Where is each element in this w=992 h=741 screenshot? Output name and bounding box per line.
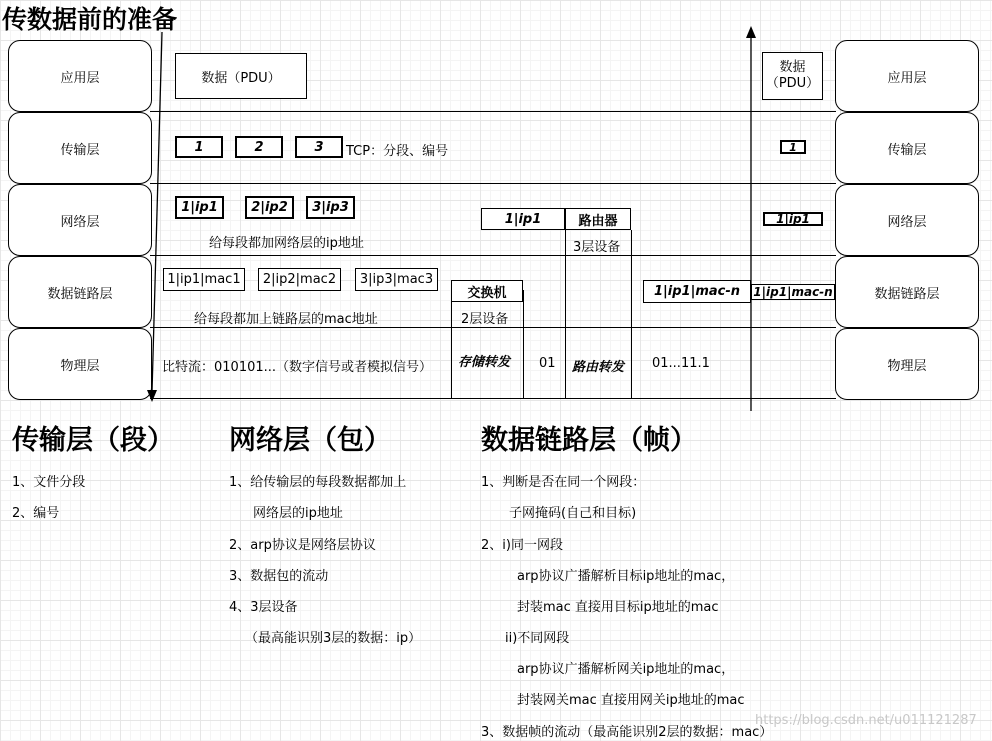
switch-path-line xyxy=(451,302,452,398)
bits-text-2: 01 xyxy=(539,356,556,371)
datalink-item: arp协议广播解析网关ip地址的mac， xyxy=(517,662,735,677)
network-item: 4、3层设备 xyxy=(229,600,298,615)
segment-3 xyxy=(295,136,343,158)
layer-label: 传输层 xyxy=(887,142,927,158)
transport-heading: 传输层（段） xyxy=(12,425,174,456)
watermark: https://blog.csdn.net/u011121287 xyxy=(755,713,977,728)
packet-label: 1|ip1 xyxy=(181,200,218,215)
layer-label: 应用层 xyxy=(887,70,927,86)
up-arrow-head xyxy=(746,26,756,38)
segment-1 xyxy=(175,136,223,158)
network-item: 2、arp协议是网络层协议 xyxy=(229,538,376,553)
datalink-item: 3、数据帧的流动（最高能识别2层的数据：mac） xyxy=(481,725,773,740)
datalink-item: 封装mac 直接用目标ip地址的mac xyxy=(517,600,719,615)
page-title: 传数据前的准备 xyxy=(2,5,178,34)
layer-label: 网络层 xyxy=(60,214,100,230)
frame-label: 1|ip1|mac1 xyxy=(167,272,241,287)
frame-2 xyxy=(258,268,341,291)
pdu-right-line2: （PDU） xyxy=(765,76,820,91)
network-item: 网络层的ip地址 xyxy=(253,506,343,521)
segment-2 xyxy=(235,136,283,158)
bits-text-3: 01...11.1 xyxy=(652,356,710,371)
router-label: 路由器 xyxy=(578,213,618,229)
network-item: 3、数据包的流动 xyxy=(229,569,329,584)
frame-n-right-label: 1|ip1|mac-n xyxy=(753,285,833,299)
packet-right xyxy=(763,212,823,226)
switch-note: 2层设备 xyxy=(461,312,509,327)
frame-label: 2|ip2|mac2 xyxy=(262,272,337,287)
frame-1 xyxy=(163,268,245,291)
network-note: 给每段都加网络层的ip地址 xyxy=(209,236,364,251)
down-arrow-line xyxy=(152,32,162,392)
switch-label: 交换机 xyxy=(467,285,507,301)
network-heading: 网络层（包） xyxy=(229,425,391,456)
layer-label: 物理层 xyxy=(887,358,927,374)
segment-label: 1 xyxy=(194,139,204,155)
datalink-note: 给每段都加上链路层的mac地址 xyxy=(194,312,378,327)
router-box xyxy=(565,208,631,230)
layer-label: 数据链路层 xyxy=(47,286,113,302)
pdu-box xyxy=(175,53,307,99)
transport-note: TCP：分段、编号 xyxy=(346,144,449,159)
frame-label: 3|ip3|mac3 xyxy=(359,272,434,287)
packet-1 xyxy=(175,196,224,219)
transport-item: 1、文件分段 xyxy=(12,475,86,490)
store-forward-text: 存储转发 xyxy=(458,355,511,370)
segment-label: 2 xyxy=(254,139,264,155)
frame-n xyxy=(643,280,751,303)
down-arrow-head xyxy=(147,390,157,402)
router-packet-label: 1|ip1 xyxy=(504,211,542,227)
layer-label: 数据链路层 xyxy=(874,286,940,302)
layer-label: 应用层 xyxy=(60,70,100,86)
transport-item: 2、编号 xyxy=(12,506,60,521)
switch-path-line xyxy=(523,290,524,398)
datalink-item: ii)不同网段 xyxy=(505,631,570,646)
datalink-item: 1、判断是否在同一个网段： xyxy=(481,475,646,490)
layer-label: 网络层 xyxy=(887,214,927,230)
packet-label: 3|ip3 xyxy=(312,200,349,215)
router-path-line xyxy=(631,230,632,398)
datalink-item: arp协议广播解析目标ip地址的mac， xyxy=(517,569,735,584)
switch-box xyxy=(451,280,523,302)
packet-2 xyxy=(245,196,294,219)
segment-label: 3 xyxy=(314,139,324,155)
frame-n-label: 1|ip1|mac-n xyxy=(653,284,741,299)
route-forward-text: 路由转发 xyxy=(572,360,625,375)
datalink-item: 封装网关mac 直接用网关ip地址的mac xyxy=(517,693,745,708)
packet-3 xyxy=(306,196,355,219)
network-item: 1、给传输层的每段数据都加上 xyxy=(229,475,407,490)
bitstream-text: 比特流：010101...（数字信号或者模拟信号） xyxy=(162,360,433,375)
layer-label: 物理层 xyxy=(60,358,100,374)
pdu-right-line1: 数据 xyxy=(779,60,806,75)
frame-3 xyxy=(355,268,438,291)
datalink-item: 子网掩码(自己和目标) xyxy=(509,506,637,521)
router-note: 3层设备 xyxy=(573,240,621,255)
pdu-box-right xyxy=(762,52,823,100)
datalink-item: 2、i)同一网段 xyxy=(481,538,563,553)
frame-n-right xyxy=(751,284,835,300)
pdu-label: 数据（PDU） xyxy=(201,70,281,86)
network-item: （最高能识别3层的数据：ip） xyxy=(245,631,422,646)
router-packet xyxy=(481,208,565,230)
packet-label: 2|ip2 xyxy=(251,200,288,215)
router-path-line xyxy=(565,230,566,398)
layer-label: 传输层 xyxy=(60,142,100,158)
packet-label: 1|ip1 xyxy=(776,212,810,226)
segment-right xyxy=(780,140,806,154)
datalink-heading: 数据链路层（帧） xyxy=(481,425,697,456)
segment-label: 1 xyxy=(789,140,797,154)
